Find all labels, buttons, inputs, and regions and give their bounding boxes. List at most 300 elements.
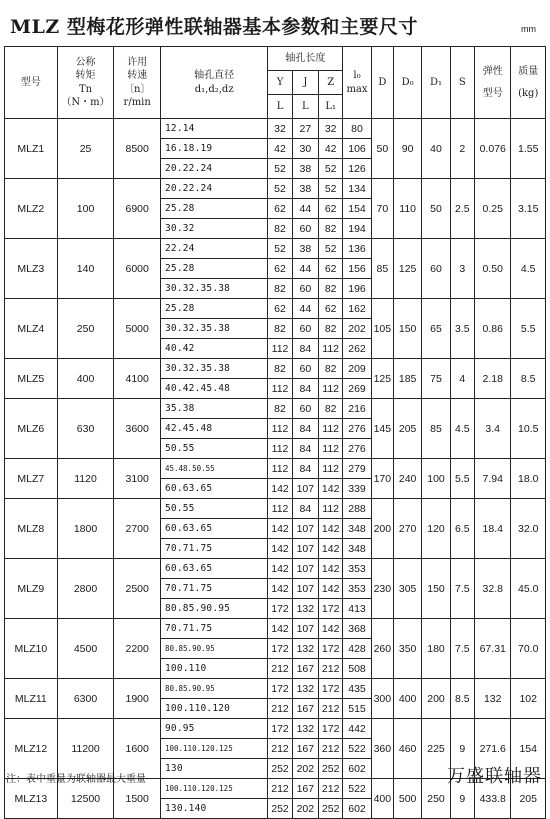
s-cell: 3 xyxy=(450,239,474,299)
speed-cell: 2500 xyxy=(114,559,161,619)
table-row xyxy=(5,559,546,579)
d0-cell: 350 xyxy=(393,619,421,679)
length-j-cell: 27 xyxy=(292,119,318,139)
l0-cell: 202 xyxy=(343,319,371,339)
model-cell: MLZ7 xyxy=(5,459,58,499)
length-j-cell: 167 xyxy=(292,659,318,679)
header-y-l: L xyxy=(268,95,292,119)
bore-cell: 20.22.24 xyxy=(160,179,267,199)
length-j-cell: 132 xyxy=(292,679,318,699)
length-j-cell: 167 xyxy=(292,699,318,719)
d0-cell: 125 xyxy=(393,239,421,299)
d1-cell: 60 xyxy=(422,239,450,299)
length-y-cell: 112 xyxy=(268,339,292,359)
length-z-cell: 52 xyxy=(319,179,343,199)
speed-cell: 4100 xyxy=(114,359,161,399)
bore-cell: 40.42 xyxy=(160,339,267,359)
length-z-cell: 172 xyxy=(319,639,343,659)
length-z-cell: 112 xyxy=(319,339,343,359)
length-y-cell: 252 xyxy=(268,759,292,779)
header-bore: 轴孔直径 d₁,d₂,dz xyxy=(160,47,267,119)
l0-cell: 508 xyxy=(343,659,371,679)
d0-cell: 400 xyxy=(393,679,421,719)
model-cell: MLZ5 xyxy=(5,359,58,399)
length-j-cell: 84 xyxy=(292,339,318,359)
s-cell: 3.5 xyxy=(450,299,474,359)
d1-cell: 225 xyxy=(422,719,450,779)
speed-cell: 2200 xyxy=(114,619,161,679)
d0-cell: 460 xyxy=(393,719,421,779)
mass-cell: 5.5 xyxy=(511,299,546,359)
bore-cell: 30.32 xyxy=(160,219,267,239)
d1-cell: 100 xyxy=(422,459,450,499)
length-j-cell: 60 xyxy=(292,279,318,299)
torque-cell: 11200 xyxy=(57,719,114,779)
length-j-cell: 38 xyxy=(292,239,318,259)
length-y-cell: 252 xyxy=(268,799,292,819)
table-body xyxy=(5,119,546,819)
length-z-cell: 52 xyxy=(319,159,343,179)
d-cell: 145 xyxy=(371,399,393,459)
length-j-cell: 84 xyxy=(292,379,318,399)
s-cell: 2.5 xyxy=(450,179,474,239)
mass-cell: 10.5 xyxy=(511,399,546,459)
table-row xyxy=(5,459,546,479)
length-y-cell: 172 xyxy=(268,679,292,699)
d0-cell: 150 xyxy=(393,299,421,359)
l0-cell: 126 xyxy=(343,159,371,179)
bore-cell: 30.32.35.38 xyxy=(160,319,267,339)
bore-cell: 25.28 xyxy=(160,199,267,219)
bore-cell: 50.55 xyxy=(160,499,267,519)
bore-cell: 50.55 xyxy=(160,439,267,459)
length-j-cell: 107 xyxy=(292,479,318,499)
table-row xyxy=(5,399,546,419)
length-z-cell: 252 xyxy=(319,799,343,819)
length-z-cell: 252 xyxy=(319,759,343,779)
l0-cell: 602 xyxy=(343,799,371,819)
speed-cell: 6900 xyxy=(114,179,161,239)
l0-cell: 288 xyxy=(343,499,371,519)
header-speed: 许用 转速 〔n〕 r/min xyxy=(114,47,161,119)
speed-cell: 2700 xyxy=(114,499,161,559)
elastic-cell: 0.50 xyxy=(475,239,511,299)
l0-cell: 522 xyxy=(343,779,371,799)
length-z-cell: 172 xyxy=(319,719,343,739)
length-z-cell: 52 xyxy=(319,239,343,259)
title-bar xyxy=(6,6,544,42)
length-j-cell: 60 xyxy=(292,399,318,419)
unit-label: mm xyxy=(521,24,536,34)
speed-cell: 8500 xyxy=(114,119,161,179)
d-cell: 260 xyxy=(371,619,393,679)
length-y-cell: 112 xyxy=(268,459,292,479)
elastic-cell: 2.18 xyxy=(475,359,511,399)
model-cell: MLZ9 xyxy=(5,559,58,619)
length-j-cell: 38 xyxy=(292,159,318,179)
length-z-cell: 212 xyxy=(319,779,343,799)
l0-cell: 515 xyxy=(343,699,371,719)
length-y-cell: 112 xyxy=(268,379,292,399)
torque-cell: 1120 xyxy=(57,459,114,499)
model-cell: MLZ12 xyxy=(5,719,58,779)
length-y-cell: 172 xyxy=(268,599,292,619)
s-cell: 7.5 xyxy=(450,619,474,679)
torque-cell: 12500 xyxy=(57,779,114,819)
l0-cell: 276 xyxy=(343,419,371,439)
length-y-cell: 82 xyxy=(268,319,292,339)
l0-cell: 262 xyxy=(343,339,371,359)
length-y-cell: 82 xyxy=(268,279,292,299)
l0-cell: 276 xyxy=(343,439,371,459)
length-j-cell: 107 xyxy=(292,519,318,539)
bore-cell: 100.110.120 xyxy=(160,699,267,719)
length-j-cell: 44 xyxy=(292,299,318,319)
length-j-cell: 107 xyxy=(292,619,318,639)
model-cell: MLZ10 xyxy=(5,619,58,679)
model-cell: MLZ13 xyxy=(5,779,58,819)
length-y-cell: 142 xyxy=(268,619,292,639)
length-y-cell: 52 xyxy=(268,179,292,199)
l0-cell: 602 xyxy=(343,759,371,779)
mass-cell: 3.15 xyxy=(511,179,546,239)
length-y-cell: 62 xyxy=(268,199,292,219)
d-cell: 70 xyxy=(371,179,393,239)
header-model: 型号 xyxy=(5,47,58,119)
length-j-cell: 60 xyxy=(292,359,318,379)
d1-cell: 40 xyxy=(422,119,450,179)
d-cell: 230 xyxy=(371,559,393,619)
header-y: Y xyxy=(268,71,292,95)
d0-cell: 185 xyxy=(393,359,421,399)
d0-cell: 110 xyxy=(393,179,421,239)
header-z: Z xyxy=(319,71,343,95)
model-cell: MLZ8 xyxy=(5,499,58,559)
bore-cell: 35.38 xyxy=(160,399,267,419)
s-cell: 6.5 xyxy=(450,499,474,559)
elastic-cell: 3.4 xyxy=(475,399,511,459)
header-torque: 公称 转矩 Tn （N・m） xyxy=(57,47,114,119)
length-j-cell: 107 xyxy=(292,539,318,559)
d1-cell: 75 xyxy=(422,359,450,399)
d-cell: 125 xyxy=(371,359,393,399)
d-cell: 360 xyxy=(371,719,393,779)
page-title: MLZ 型梅花形弹性联轴器基本参数和主要尺寸 xyxy=(10,16,418,38)
table-row xyxy=(5,239,546,259)
d-cell: 170 xyxy=(371,459,393,499)
table-row xyxy=(5,619,546,639)
elastic-cell: 18.4 xyxy=(475,499,511,559)
length-y-cell: 212 xyxy=(268,779,292,799)
length-j-cell: 107 xyxy=(292,579,318,599)
length-j-cell: 132 xyxy=(292,599,318,619)
length-j-cell: 60 xyxy=(292,219,318,239)
l0-cell: 442 xyxy=(343,719,371,739)
bore-cell: 30.32.35.38 xyxy=(160,359,267,379)
length-j-cell: 84 xyxy=(292,439,318,459)
length-z-cell: 142 xyxy=(319,559,343,579)
length-y-cell: 142 xyxy=(268,559,292,579)
length-y-cell: 62 xyxy=(268,299,292,319)
l0-cell: 269 xyxy=(343,379,371,399)
bore-cell: 80.85.90.95 xyxy=(160,679,267,699)
s-cell: 7.5 xyxy=(450,559,474,619)
length-y-cell: 32 xyxy=(268,119,292,139)
elastic-cell: 0.076 xyxy=(475,119,511,179)
length-j-cell: 84 xyxy=(292,419,318,439)
l0-cell: 413 xyxy=(343,599,371,619)
length-z-cell: 212 xyxy=(319,739,343,759)
d1-cell: 180 xyxy=(422,619,450,679)
table-row xyxy=(5,679,546,699)
length-z-cell: 82 xyxy=(319,399,343,419)
bore-cell: 90.95 xyxy=(160,719,267,739)
header-l0: l₀ max xyxy=(343,47,371,119)
length-y-cell: 212 xyxy=(268,659,292,679)
speed-cell: 6000 xyxy=(114,239,161,299)
length-z-cell: 82 xyxy=(319,219,343,239)
elastic-cell: 32.8 xyxy=(475,559,511,619)
length-z-cell: 142 xyxy=(319,519,343,539)
l0-cell: 339 xyxy=(343,479,371,499)
d0-cell: 90 xyxy=(393,119,421,179)
length-j-cell: 107 xyxy=(292,559,318,579)
d1-cell: 50 xyxy=(422,179,450,239)
table-row xyxy=(5,499,546,519)
length-y-cell: 142 xyxy=(268,539,292,559)
length-z-cell: 142 xyxy=(319,539,343,559)
l0-cell: 156 xyxy=(343,259,371,279)
header-shaft-length: 轴孔长度 xyxy=(268,47,343,71)
torque-cell: 250 xyxy=(57,299,114,359)
l0-cell: 353 xyxy=(343,559,371,579)
header-mass: 质量 (kg) xyxy=(511,47,546,119)
header-z-l1: L₁ xyxy=(319,95,343,119)
bore-cell: 40.42.45.48 xyxy=(160,379,267,399)
l0-cell: 80 xyxy=(343,119,371,139)
bore-cell: 60.63.65 xyxy=(160,559,267,579)
length-z-cell: 112 xyxy=(319,499,343,519)
l0-cell: 209 xyxy=(343,359,371,379)
length-y-cell: 142 xyxy=(268,579,292,599)
elastic-cell: 433.8 xyxy=(475,779,511,819)
l0-cell: 428 xyxy=(343,639,371,659)
mass-cell: 102 xyxy=(511,679,546,719)
header-d0: D₀ xyxy=(393,47,421,119)
speed-cell: 5000 xyxy=(114,299,161,359)
length-y-cell: 42 xyxy=(268,139,292,159)
mass-cell: 18.0 xyxy=(511,459,546,499)
torque-cell: 100 xyxy=(57,179,114,239)
length-j-cell: 60 xyxy=(292,319,318,339)
length-z-cell: 142 xyxy=(319,579,343,599)
elastic-cell: 7.94 xyxy=(475,459,511,499)
d-cell: 200 xyxy=(371,499,393,559)
torque-cell: 2800 xyxy=(57,559,114,619)
mass-cell: 32.0 xyxy=(511,499,546,559)
d-cell: 50 xyxy=(371,119,393,179)
header-j-l: L xyxy=(292,95,318,119)
length-j-cell: 202 xyxy=(292,759,318,779)
d-cell: 85 xyxy=(371,239,393,299)
length-j-cell: 167 xyxy=(292,779,318,799)
bore-cell: 130 xyxy=(160,759,267,779)
length-z-cell: 62 xyxy=(319,259,343,279)
l0-cell: 435 xyxy=(343,679,371,699)
bore-cell: 80.85.90.95 xyxy=(160,639,267,659)
bore-cell: 100.110 xyxy=(160,659,267,679)
spec-table xyxy=(4,46,546,819)
length-j-cell: 44 xyxy=(292,259,318,279)
header-d: D xyxy=(371,47,393,119)
length-z-cell: 62 xyxy=(319,299,343,319)
model-cell: MLZ2 xyxy=(5,179,58,239)
d1-cell: 120 xyxy=(422,499,450,559)
d1-cell: 150 xyxy=(422,559,450,619)
table-header xyxy=(5,47,546,119)
header-s: S xyxy=(450,47,474,119)
l0-cell: 522 xyxy=(343,739,371,759)
torque-cell: 1800 xyxy=(57,499,114,559)
s-cell: 9 xyxy=(450,779,474,819)
elastic-cell: 0.25 xyxy=(475,179,511,239)
length-y-cell: 82 xyxy=(268,399,292,419)
mass-cell: 205 xyxy=(511,779,546,819)
mass-cell: 45.0 xyxy=(511,559,546,619)
l0-cell: 216 xyxy=(343,399,371,419)
l0-cell: 162 xyxy=(343,299,371,319)
length-y-cell: 112 xyxy=(268,419,292,439)
torque-cell: 140 xyxy=(57,239,114,299)
d0-cell: 500 xyxy=(393,779,421,819)
s-cell: 4 xyxy=(450,359,474,399)
header-j: J xyxy=(292,71,318,95)
bore-cell: 16.18.19 xyxy=(160,139,267,159)
bore-cell: 45.48.50.55 xyxy=(160,459,267,479)
model-cell: MLZ3 xyxy=(5,239,58,299)
bore-cell: 70.71.75 xyxy=(160,539,267,559)
l0-cell: 348 xyxy=(343,539,371,559)
bore-cell: 60.63.65 xyxy=(160,479,267,499)
speed-cell: 1900 xyxy=(114,679,161,719)
length-z-cell: 62 xyxy=(319,199,343,219)
table-row xyxy=(5,719,546,739)
table-row xyxy=(5,299,546,319)
d1-cell: 200 xyxy=(422,679,450,719)
d0-cell: 270 xyxy=(393,499,421,559)
bore-cell: 42.45.48 xyxy=(160,419,267,439)
d-cell: 105 xyxy=(371,299,393,359)
d0-cell: 205 xyxy=(393,399,421,459)
length-z-cell: 112 xyxy=(319,459,343,479)
s-cell: 4.5 xyxy=(450,399,474,459)
table-row xyxy=(5,179,546,199)
length-y-cell: 112 xyxy=(268,499,292,519)
torque-cell: 25 xyxy=(57,119,114,179)
length-y-cell: 142 xyxy=(268,479,292,499)
length-y-cell: 52 xyxy=(268,239,292,259)
length-j-cell: 132 xyxy=(292,719,318,739)
s-cell: 8.5 xyxy=(450,679,474,719)
length-j-cell: 30 xyxy=(292,139,318,159)
length-y-cell: 82 xyxy=(268,219,292,239)
model-cell: MLZ1 xyxy=(5,119,58,179)
l0-cell: 368 xyxy=(343,619,371,639)
d0-cell: 240 xyxy=(393,459,421,499)
bore-cell: 22.24 xyxy=(160,239,267,259)
mass-cell: 1.55 xyxy=(511,119,546,179)
bore-cell: 130.140 xyxy=(160,799,267,819)
length-z-cell: 82 xyxy=(319,279,343,299)
l0-cell: 353 xyxy=(343,579,371,599)
speed-cell: 1500 xyxy=(114,779,161,819)
d0-cell: 305 xyxy=(393,559,421,619)
l0-cell: 279 xyxy=(343,459,371,479)
torque-cell: 630 xyxy=(57,399,114,459)
length-y-cell: 172 xyxy=(268,639,292,659)
length-j-cell: 44 xyxy=(292,199,318,219)
length-j-cell: 38 xyxy=(292,179,318,199)
model-cell: MLZ6 xyxy=(5,399,58,459)
footer-note: 注：表中重量为联轴器最大重量 xyxy=(6,774,146,785)
l0-cell: 348 xyxy=(343,519,371,539)
torque-cell: 400 xyxy=(57,359,114,399)
l0-cell: 154 xyxy=(343,199,371,219)
l0-cell: 194 xyxy=(343,219,371,239)
length-z-cell: 112 xyxy=(319,379,343,399)
d-cell: 300 xyxy=(371,679,393,719)
torque-cell: 4500 xyxy=(57,619,114,679)
mass-cell: 8.5 xyxy=(511,359,546,399)
brand-watermark: 万盛联轴器 xyxy=(447,766,542,787)
length-y-cell: 52 xyxy=(268,159,292,179)
table-row xyxy=(5,119,546,139)
d-cell: 400 xyxy=(371,779,393,819)
length-y-cell: 112 xyxy=(268,439,292,459)
bore-cell: 25.28 xyxy=(160,259,267,279)
l0-cell: 196 xyxy=(343,279,371,299)
model-cell: MLZ4 xyxy=(5,299,58,359)
length-j-cell: 84 xyxy=(292,459,318,479)
bore-cell: 60.63.65 xyxy=(160,519,267,539)
l0-cell: 106 xyxy=(343,139,371,159)
torque-cell: 6300 xyxy=(57,679,114,719)
length-y-cell: 212 xyxy=(268,699,292,719)
length-z-cell: 112 xyxy=(319,439,343,459)
length-z-cell: 82 xyxy=(319,359,343,379)
l0-cell: 134 xyxy=(343,179,371,199)
model-cell: MLZ11 xyxy=(5,679,58,719)
mass-cell: 70.0 xyxy=(511,619,546,679)
speed-cell: 3600 xyxy=(114,399,161,459)
length-j-cell: 202 xyxy=(292,799,318,819)
length-z-cell: 82 xyxy=(319,319,343,339)
speed-cell: 1600 xyxy=(114,719,161,779)
mass-cell: 4.5 xyxy=(511,239,546,299)
l0-cell: 136 xyxy=(343,239,371,259)
header-elastic: 弹性 型号 xyxy=(475,47,511,119)
length-z-cell: 42 xyxy=(319,139,343,159)
bore-cell: 100.110.120.125 xyxy=(160,779,267,799)
elastic-cell: 132 xyxy=(475,679,511,719)
bore-cell: 70.71.75 xyxy=(160,619,267,639)
length-j-cell: 84 xyxy=(292,499,318,519)
table-row xyxy=(5,359,546,379)
length-z-cell: 212 xyxy=(319,699,343,719)
d1-cell: 250 xyxy=(422,779,450,819)
length-j-cell: 132 xyxy=(292,639,318,659)
length-j-cell: 167 xyxy=(292,739,318,759)
